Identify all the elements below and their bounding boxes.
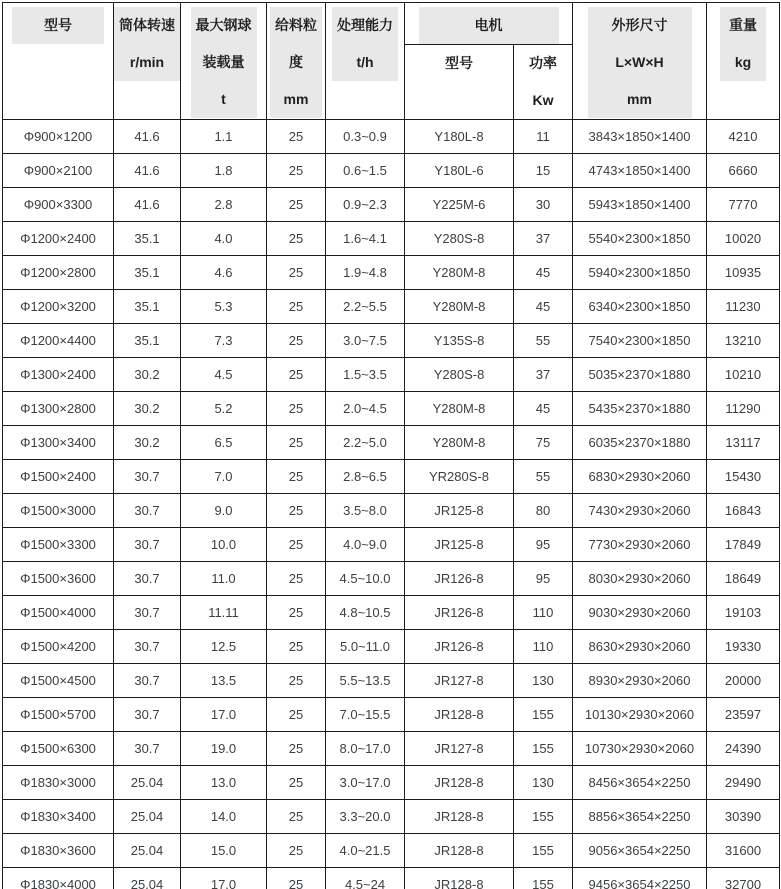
col-header-motor-model: [405, 45, 514, 120]
cell-weight: 4210: [707, 120, 780, 154]
cell-model: Φ1300×2400: [3, 358, 114, 392]
cell-ball-load: 13.5: [181, 664, 267, 698]
cell-feed-size: 25: [267, 120, 326, 154]
cell-dimensions: 3843×1850×1400: [573, 120, 707, 154]
cell-capacity: 4.5~24: [326, 868, 405, 889]
cell-model: Φ1830×3400: [3, 800, 114, 834]
cell-model: Φ1500×4000: [3, 596, 114, 630]
col-header-dimensions: [573, 3, 707, 120]
cell-weight: 15430: [707, 460, 780, 494]
header-highlight: [332, 7, 398, 81]
table-body: [3, 120, 780, 889]
col-header-weight-label: 重量: [729, 17, 757, 33]
cell-ball-load: 10.0: [181, 528, 267, 562]
cell-motor-power: 155: [514, 732, 573, 766]
cell-speed: 41.6: [114, 154, 181, 188]
cell-ball-load: 4.5: [181, 358, 267, 392]
cell-weight: 19103: [707, 596, 780, 630]
table-row: [3, 596, 780, 630]
cell-weight: 10020: [707, 222, 780, 256]
cell-model: Φ1500×2400: [3, 460, 114, 494]
col-header-ball-load: [181, 3, 267, 120]
cell-dimensions: 9456×3654×2250: [573, 868, 707, 889]
cell-model: Φ1500×4500: [3, 664, 114, 698]
cell-speed: 41.6: [114, 188, 181, 222]
cell-speed: 30.2: [114, 426, 181, 460]
cell-weight: 18649: [707, 562, 780, 596]
table-row: [3, 222, 780, 256]
header-row-top: [3, 3, 780, 45]
cell-model: Φ900×2100: [3, 154, 114, 188]
cell-feed-size: 25: [267, 528, 326, 562]
cell-weight: 19330: [707, 630, 780, 664]
header-highlight: [12, 7, 104, 44]
col-header-ball-load-label2: 装载量: [202, 54, 245, 70]
cell-ball-load: 5.3: [181, 290, 267, 324]
col-header-speed: [114, 3, 181, 120]
cell-dimensions: 8030×2930×2060: [573, 562, 707, 596]
header-highlight: [588, 7, 692, 118]
cell-ball-load: 13.0: [181, 766, 267, 800]
cell-weight: 11230: [707, 290, 780, 324]
col-header-motor-group: [405, 3, 573, 45]
col-header-dimensions-label: 外形尺寸: [611, 17, 668, 33]
cell-weight: 32700: [707, 868, 780, 889]
cell-speed: 35.1: [114, 324, 181, 358]
cell-ball-load: 2.8: [181, 188, 267, 222]
cell-motor-model: Y280S-8: [405, 222, 514, 256]
cell-model: Φ1830×3000: [3, 766, 114, 800]
cell-weight: 6660: [707, 154, 780, 188]
cell-model: Φ1200×4400: [3, 324, 114, 358]
cell-motor-model: JR128-8: [405, 800, 514, 834]
cell-speed: 30.7: [114, 732, 181, 766]
cell-speed: 25.04: [114, 766, 181, 800]
header-highlight: [191, 7, 257, 118]
cell-dimensions: 9030×2930×2060: [573, 596, 707, 630]
table-row: [3, 766, 780, 800]
cell-ball-load: 14.0: [181, 800, 267, 834]
cell-capacity: 2.2~5.5: [326, 290, 405, 324]
col-header-speed-unit: r/min: [129, 54, 165, 70]
cell-speed: 35.1: [114, 256, 181, 290]
cell-motor-model: YR280S-8: [405, 460, 514, 494]
cell-speed: 35.1: [114, 222, 181, 256]
cell-speed: 30.7: [114, 664, 181, 698]
cell-model: Φ1500×6300: [3, 732, 114, 766]
cell-motor-power: 37: [514, 358, 573, 392]
cell-feed-size: 25: [267, 630, 326, 664]
cell-ball-load: 15.0: [181, 834, 267, 868]
cell-feed-size: 25: [267, 596, 326, 630]
col-header-motor-group-label: 电机: [474, 17, 503, 33]
cell-motor-model: JR125-8: [405, 494, 514, 528]
cell-model: Φ1500×3000: [3, 494, 114, 528]
cell-capacity: 0.3~0.9: [326, 120, 405, 154]
cell-model: Φ1300×2800: [3, 392, 114, 426]
cell-model: Φ1500×4200: [3, 630, 114, 664]
cell-ball-load: 7.0: [181, 460, 267, 494]
cell-dimensions: 5943×1850×1400: [573, 188, 707, 222]
col-header-feed-size: [267, 3, 326, 120]
cell-ball-load: 4.0: [181, 222, 267, 256]
cell-weight: 13210: [707, 324, 780, 358]
cell-motor-model: JR128-8: [405, 834, 514, 868]
header-highlight: [419, 7, 559, 44]
cell-feed-size: 25: [267, 698, 326, 732]
cell-weight: 23597: [707, 698, 780, 732]
table-row: [3, 698, 780, 732]
table-row: [3, 392, 780, 426]
cell-weight: 24390: [707, 732, 780, 766]
table-row: [3, 120, 780, 154]
cell-motor-model: Y180L-8: [405, 120, 514, 154]
cell-motor-model: JR126-8: [405, 630, 514, 664]
cell-weight: 20000: [707, 664, 780, 698]
cell-motor-power: 95: [514, 528, 573, 562]
table-row: [3, 324, 780, 358]
cell-motor-power: 155: [514, 868, 573, 889]
cell-capacity: 0.9~2.3: [326, 188, 405, 222]
cell-speed: 25.04: [114, 800, 181, 834]
cell-dimensions: 10730×2930×2060: [573, 732, 707, 766]
cell-feed-size: 25: [267, 460, 326, 494]
cell-ball-load: 5.2: [181, 392, 267, 426]
cell-capacity: 1.6~4.1: [326, 222, 405, 256]
cell-capacity: 8.0~17.0: [326, 732, 405, 766]
cell-motor-power: 155: [514, 698, 573, 732]
cell-weight: 10210: [707, 358, 780, 392]
cell-speed: 30.2: [114, 358, 181, 392]
cell-motor-power: 95: [514, 562, 573, 596]
col-header-dimensions-formula: L×W×H: [615, 54, 664, 70]
cell-model: Φ1200×2400: [3, 222, 114, 256]
col-header-capacity: [326, 3, 405, 120]
table-row: [3, 290, 780, 324]
table-row: [3, 528, 780, 562]
cell-weight: 13117: [707, 426, 780, 460]
cell-model: Φ1300×3400: [3, 426, 114, 460]
cell-model: Φ1500×3600: [3, 562, 114, 596]
cell-ball-load: 6.5: [181, 426, 267, 460]
col-header-feed-size-label2: 度: [289, 54, 303, 70]
table-row: [3, 630, 780, 664]
cell-feed-size: 25: [267, 426, 326, 460]
cell-feed-size: 25: [267, 664, 326, 698]
cell-feed-size: 25: [267, 800, 326, 834]
cell-capacity: 2.2~5.0: [326, 426, 405, 460]
cell-model: Φ1500×5700: [3, 698, 114, 732]
cell-speed: 30.7: [114, 630, 181, 664]
table-header: [3, 3, 780, 120]
cell-motor-model: Y280M-8: [405, 290, 514, 324]
table-row: [3, 800, 780, 834]
cell-model: Φ900×1200: [3, 120, 114, 154]
cell-motor-model: Y280M-8: [405, 256, 514, 290]
cell-feed-size: 25: [267, 392, 326, 426]
cell-capacity: 3.0~7.5: [326, 324, 405, 358]
ball-mill-spec-table: [2, 2, 780, 889]
cell-speed: 30.7: [114, 596, 181, 630]
cell-capacity: 4.0~9.0: [326, 528, 405, 562]
cell-motor-model: Y180L-6: [405, 154, 514, 188]
col-header-motor-model-label: 型号: [445, 55, 473, 71]
cell-ball-load: 19.0: [181, 732, 267, 766]
cell-speed: 30.7: [114, 494, 181, 528]
cell-capacity: 3.0~17.0: [326, 766, 405, 800]
cell-motor-model: Y280S-8: [405, 358, 514, 392]
cell-motor-model: JR127-8: [405, 732, 514, 766]
col-header-motor-power-label: [529, 45, 557, 119]
cell-capacity: 3.3~20.0: [326, 800, 405, 834]
col-header-motor-power: [514, 45, 573, 120]
cell-motor-power: 55: [514, 460, 573, 494]
table-row: [3, 494, 780, 528]
cell-dimensions: 5940×2300×1850: [573, 256, 707, 290]
col-header-speed-label: 筒体转速: [119, 17, 175, 33]
cell-motor-power: 110: [514, 596, 573, 630]
col-header-weight-unit: kg: [734, 54, 752, 70]
cell-speed: 41.6: [114, 120, 181, 154]
cell-weight: 30390: [707, 800, 780, 834]
cell-ball-load: 1.8: [181, 154, 267, 188]
cell-feed-size: 25: [267, 766, 326, 800]
cell-ball-load: 11.11: [181, 596, 267, 630]
cell-motor-power: 15: [514, 154, 573, 188]
table-row: [3, 188, 780, 222]
cell-ball-load: 7.3: [181, 324, 267, 358]
col-header-model-label: 型号: [44, 17, 72, 33]
cell-feed-size: 25: [267, 732, 326, 766]
col-header-weight: [707, 3, 780, 120]
table-row: [3, 664, 780, 698]
cell-model: Φ900×3300: [3, 188, 114, 222]
header-highlight: [720, 7, 766, 81]
cell-motor-model: Y135S-8: [405, 324, 514, 358]
col-header-capacity-label: 处理能力: [337, 17, 393, 33]
cell-model: Φ1200×2800: [3, 256, 114, 290]
cell-feed-size: 25: [267, 222, 326, 256]
cell-feed-size: 25: [267, 324, 326, 358]
cell-capacity: 3.5~8.0: [326, 494, 405, 528]
cell-feed-size: 25: [267, 562, 326, 596]
cell-capacity: 1.9~4.8: [326, 256, 405, 290]
cell-capacity: 4.0~21.5: [326, 834, 405, 868]
cell-motor-model: Y225M-6: [405, 188, 514, 222]
cell-feed-size: 25: [267, 494, 326, 528]
cell-feed-size: 25: [267, 154, 326, 188]
col-header-capacity-unit: t/h: [356, 54, 374, 70]
cell-feed-size: 25: [267, 358, 326, 392]
cell-dimensions: 8930×2930×2060: [573, 664, 707, 698]
cell-model: Φ1830×4000: [3, 868, 114, 889]
cell-motor-model: JR127-8: [405, 664, 514, 698]
cell-capacity: 7.0~15.5: [326, 698, 405, 732]
cell-weight: 7770: [707, 188, 780, 222]
cell-feed-size: 25: [267, 834, 326, 868]
col-header-ball-load-unit: t: [221, 91, 226, 107]
cell-motor-power: 11: [514, 120, 573, 154]
cell-ball-load: 4.6: [181, 256, 267, 290]
cell-motor-model: JR128-8: [405, 766, 514, 800]
cell-dimensions: 7730×2930×2060: [573, 528, 707, 562]
cell-speed: 25.04: [114, 834, 181, 868]
cell-motor-model: JR126-8: [405, 596, 514, 630]
cell-motor-model: Y280M-8: [405, 426, 514, 460]
cell-dimensions: 10130×2930×2060: [573, 698, 707, 732]
cell-weight: 10935: [707, 256, 780, 290]
col-header-feed-size-label1: 给料粒: [275, 17, 317, 33]
cell-dimensions: 5540×2300×1850: [573, 222, 707, 256]
cell-speed: 35.1: [114, 290, 181, 324]
col-header-feed-size-unit: mm: [283, 91, 309, 107]
cell-dimensions: 7430×2930×2060: [573, 494, 707, 528]
col-header-dimensions-unit: mm: [627, 91, 652, 107]
cell-feed-size: 25: [267, 188, 326, 222]
cell-dimensions: 6830×2930×2060: [573, 460, 707, 494]
cell-dimensions: 8456×3654×2250: [573, 766, 707, 800]
cell-speed: 30.7: [114, 528, 181, 562]
cell-motor-power: 45: [514, 392, 573, 426]
cell-model: Φ1830×3600: [3, 834, 114, 868]
cell-speed: 30.2: [114, 392, 181, 426]
cell-dimensions: 8630×2930×2060: [573, 630, 707, 664]
cell-speed: 30.7: [114, 562, 181, 596]
cell-weight: 17849: [707, 528, 780, 562]
col-header-ball-load-label1: 最大钢球: [195, 17, 252, 33]
cell-capacity: 2.0~4.5: [326, 392, 405, 426]
cell-motor-power: 45: [514, 256, 573, 290]
cell-dimensions: 7540×2300×1850: [573, 324, 707, 358]
cell-speed: 25.04: [114, 868, 181, 889]
cell-model: Φ1200×3200: [3, 290, 114, 324]
cell-ball-load: 17.0: [181, 698, 267, 732]
cell-motor-power: 75: [514, 426, 573, 460]
cell-dimensions: 6340×2300×1850: [573, 290, 707, 324]
cell-capacity: 4.5~10.0: [326, 562, 405, 596]
table-row: [3, 562, 780, 596]
table-row: [3, 154, 780, 188]
header-highlight: [270, 7, 322, 118]
table-row: [3, 834, 780, 868]
cell-capacity: 5.0~11.0: [326, 630, 405, 664]
cell-ball-load: 11.0: [181, 562, 267, 596]
table-row: [3, 732, 780, 766]
cell-weight: 31600: [707, 834, 780, 868]
cell-motor-power: 45: [514, 290, 573, 324]
cell-capacity: 4.8~10.5: [326, 596, 405, 630]
cell-capacity: 1.5~3.5: [326, 358, 405, 392]
motor-power-label: 功率: [529, 55, 557, 71]
cell-model: Φ1500×3300: [3, 528, 114, 562]
cell-motor-power: 155: [514, 800, 573, 834]
cell-motor-power: 55: [514, 324, 573, 358]
cell-capacity: 2.8~6.5: [326, 460, 405, 494]
cell-motor-power: 30: [514, 188, 573, 222]
cell-ball-load: 12.5: [181, 630, 267, 664]
cell-feed-size: 25: [267, 868, 326, 889]
cell-weight: 16843: [707, 494, 780, 528]
table-row: [3, 358, 780, 392]
cell-motor-power: 80: [514, 494, 573, 528]
motor-power-unit: Kw: [532, 92, 554, 108]
col-header-model: [3, 3, 114, 120]
cell-motor-model: Y280M-8: [405, 392, 514, 426]
cell-weight: 29490: [707, 766, 780, 800]
cell-ball-load: 1.1: [181, 120, 267, 154]
cell-dimensions: 5435×2370×1880: [573, 392, 707, 426]
cell-capacity: 0.6~1.5: [326, 154, 405, 188]
table-row: [3, 256, 780, 290]
cell-dimensions: 4743×1850×1400: [573, 154, 707, 188]
cell-motor-model: JR126-8: [405, 562, 514, 596]
table-row: [3, 868, 780, 889]
cell-feed-size: 25: [267, 290, 326, 324]
cell-feed-size: 25: [267, 256, 326, 290]
cell-dimensions: 8856×3654×2250: [573, 800, 707, 834]
cell-speed: 30.7: [114, 460, 181, 494]
cell-motor-power: 130: [514, 664, 573, 698]
cell-capacity: 5.5~13.5: [326, 664, 405, 698]
cell-dimensions: 6035×2370×1880: [573, 426, 707, 460]
cell-motor-model: JR128-8: [405, 868, 514, 889]
header-highlight: [114, 7, 180, 81]
cell-motor-model: JR125-8: [405, 528, 514, 562]
cell-ball-load: 9.0: [181, 494, 267, 528]
cell-motor-power: 37: [514, 222, 573, 256]
cell-motor-model: JR128-8: [405, 698, 514, 732]
cell-speed: 30.7: [114, 698, 181, 732]
cell-dimensions: 9056×3654×2250: [573, 834, 707, 868]
cell-motor-power: 130: [514, 766, 573, 800]
table-row: [3, 426, 780, 460]
cell-dimensions: 5035×2370×1880: [573, 358, 707, 392]
table-row: [3, 460, 780, 494]
cell-motor-power: 110: [514, 630, 573, 664]
cell-motor-power: 155: [514, 834, 573, 868]
cell-ball-load: 17.0: [181, 868, 267, 889]
cell-weight: 11290: [707, 392, 780, 426]
